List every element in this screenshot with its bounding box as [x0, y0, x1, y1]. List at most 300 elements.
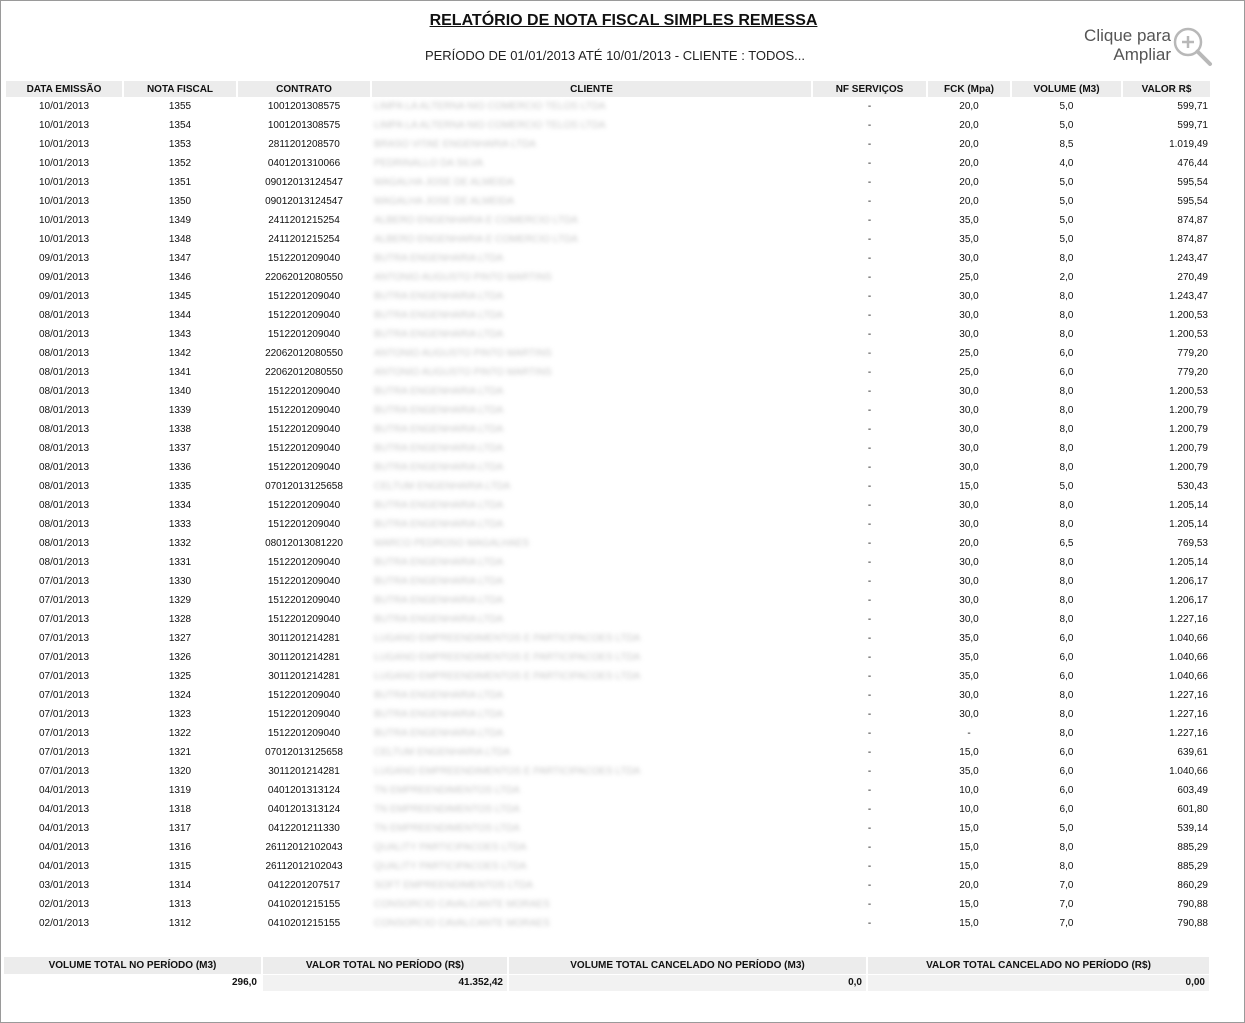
- cell-cliente: [372, 610, 811, 629]
- cell-data-emissao: 07/01/2013: [38, 595, 90, 606]
- table-row: [6, 496, 1210, 515]
- cell-contrato: 07012013125658: [265, 747, 343, 758]
- cell-contrato: 0410201215155: [267, 899, 341, 910]
- client-name-redacted: PEDRINALLO DA SILVA: [374, 158, 484, 169]
- cell-volume: 8,0: [1059, 690, 1074, 701]
- table-row: [6, 458, 1210, 477]
- cell-valor: 1.019,49: [1169, 139, 1208, 150]
- cell-cliente: [372, 192, 811, 211]
- cell-volume: 6,0: [1059, 348, 1074, 359]
- cell-contrato: 09012013124547: [265, 196, 343, 207]
- cell-valor: 1.040,66: [1169, 671, 1208, 682]
- cell-data-emissao: 08/01/2013: [38, 405, 90, 416]
- cell-contrato: 0412201211330: [268, 823, 340, 834]
- client-name-redacted: LUGANO EMPREENDIMENTOS E PARTICIPACOES LTDA: [374, 671, 641, 682]
- cell-nf-servicos: -: [867, 652, 872, 663]
- cell-valor: 1.206,17: [1169, 595, 1208, 606]
- cell-data-emissao: 08/01/2013: [38, 462, 90, 473]
- cell-valor: 1.243,47: [1169, 253, 1208, 264]
- client-name-redacted: CONSORCIO CAVALCANTE MORAES: [374, 899, 550, 910]
- table-row: [6, 686, 1210, 705]
- cell-nota-fiscal: 1332: [168, 538, 192, 549]
- cell-nf-servicos: -: [867, 576, 872, 587]
- cell-fck: 20,0: [959, 120, 979, 131]
- cell-contrato: 0401201310066: [267, 158, 341, 169]
- cell-fck: 20,0: [959, 101, 979, 112]
- report-title: RELATÓRIO DE NOTA FISCAL SIMPLES REMESSA: [429, 12, 818, 29]
- cell-cliente: [372, 268, 811, 287]
- cell-contrato: 22062012080550: [265, 367, 343, 378]
- cell-valor: 1.205,14: [1169, 500, 1208, 511]
- cell-nf-servicos: -: [867, 880, 872, 891]
- cell-cliente: [372, 401, 811, 420]
- cell-valor: 601,80: [1177, 804, 1208, 815]
- client-name-redacted: QUALITY PARTICIPACOES LTDA: [374, 861, 527, 872]
- client-name-redacted: CELTUM ENGENHARIA LTDA: [374, 747, 511, 758]
- cell-nota-fiscal: 1324: [168, 690, 192, 701]
- cell-volume: 6,0: [1059, 766, 1074, 777]
- cell-nota-fiscal: 1348: [168, 234, 192, 245]
- cell-contrato: 1512201209040: [267, 424, 341, 435]
- cell-fck: 15,0: [959, 823, 979, 834]
- table-row: [6, 401, 1210, 420]
- cell-volume: 8,0: [1059, 861, 1074, 872]
- table-row: [6, 857, 1210, 876]
- cell-cliente: [372, 439, 811, 458]
- cell-nf-servicos: -: [867, 120, 872, 131]
- cell-cliente: [372, 116, 811, 135]
- cell-volume: 5,0: [1059, 177, 1074, 188]
- client-name-redacted: ALBERO ENGENHARIA E COMERCIO LTDA: [374, 234, 578, 245]
- cell-nota-fiscal: 1341: [168, 367, 192, 378]
- table-row: [6, 306, 1210, 325]
- cell-volume: 6,0: [1059, 633, 1074, 644]
- cell-data-emissao: 08/01/2013: [38, 424, 90, 435]
- col-header-nf-servicos: NF SERVIÇOS: [813, 81, 926, 97]
- cell-fck: 15,0: [959, 747, 979, 758]
- cell-valor: 790,88: [1177, 918, 1208, 929]
- cell-nota-fiscal: 1314: [168, 880, 192, 891]
- cell-volume: 5,0: [1059, 101, 1074, 112]
- cell-fck: 35,0: [959, 234, 979, 245]
- client-name-redacted: BUTRA ENGENHARIA LTDA: [374, 329, 504, 340]
- cell-nota-fiscal: 1344: [168, 310, 192, 321]
- cell-nf-servicos: -: [867, 462, 872, 473]
- client-name-redacted: LUGANO EMPREENDIMENTOS E PARTICIPACOES LTDA: [374, 766, 641, 777]
- cell-data-emissao: 09/01/2013: [38, 253, 90, 264]
- cell-nf-servicos: -: [867, 918, 872, 929]
- cell-contrato: 09012013124547: [265, 177, 343, 188]
- cell-data-emissao: 07/01/2013: [38, 576, 90, 587]
- cell-nf-servicos: -: [867, 861, 872, 872]
- cell-cliente: [372, 135, 811, 154]
- client-name-redacted: TN EMPREENDIMENTOS LTDA: [374, 823, 520, 834]
- cell-contrato: 2411201215254: [268, 234, 340, 245]
- cell-data-emissao: 04/01/2013: [38, 823, 90, 834]
- cell-valor: 885,29: [1177, 842, 1208, 853]
- table-row: [6, 192, 1210, 211]
- table-row: [6, 344, 1210, 363]
- cell-nf-servicos: -: [867, 196, 872, 207]
- cell-valor: 1.040,66: [1169, 766, 1208, 777]
- cell-nf-servicos: -: [867, 500, 872, 511]
- cell-volume: 6,0: [1059, 671, 1074, 682]
- cell-data-emissao: 08/01/2013: [38, 348, 90, 359]
- cell-contrato: 1512201209040: [267, 405, 341, 416]
- cell-nota-fiscal: 1327: [168, 633, 192, 644]
- cell-nota-fiscal: 1322: [168, 728, 192, 739]
- cell-fck: 30,0: [959, 614, 979, 625]
- cell-nota-fiscal: 1355: [168, 101, 192, 112]
- table-row: [6, 211, 1210, 230]
- cell-volume: 8,0: [1059, 291, 1074, 302]
- cell-fck: 35,0: [959, 215, 979, 226]
- cell-fck: -: [967, 728, 971, 739]
- cell-cliente: [372, 762, 811, 781]
- cell-volume: 7,0: [1059, 880, 1074, 891]
- cell-valor: 1.200,79: [1169, 405, 1208, 416]
- cell-data-emissao: 02/01/2013: [38, 918, 90, 929]
- cell-contrato: 1512201209040: [267, 614, 341, 625]
- cell-contrato: 1512201209040: [267, 576, 341, 587]
- cell-valor: 1.200,79: [1169, 424, 1208, 435]
- table-row: [6, 705, 1210, 724]
- cell-cliente: [372, 572, 811, 591]
- cell-volume: 6,0: [1059, 652, 1074, 663]
- cell-volume: 8,0: [1059, 728, 1074, 739]
- cell-nota-fiscal: 1329: [168, 595, 192, 606]
- cell-valor: 1.243,47: [1169, 291, 1208, 302]
- cell-contrato: 3011201214281: [268, 766, 340, 777]
- cell-volume: 5,0: [1059, 120, 1074, 131]
- cell-data-emissao: 08/01/2013: [38, 329, 90, 340]
- cell-data-emissao: 07/01/2013: [38, 614, 90, 625]
- table-row: [6, 743, 1210, 762]
- cell-fck: 30,0: [959, 405, 979, 416]
- cell-cliente: [372, 743, 811, 762]
- zoom-button[interactable]: [1061, 23, 1221, 67]
- cell-contrato: 22062012080550: [265, 348, 343, 359]
- cell-nota-fiscal: 1354: [168, 120, 192, 131]
- col-header-data-emissao: DATA EMISSÃO: [6, 81, 122, 97]
- client-name-redacted: ALBERO ENGENHARIA E COMERCIO LTDA: [374, 215, 578, 226]
- table-row: [6, 420, 1210, 439]
- cell-nota-fiscal: 1313: [168, 899, 192, 910]
- cell-data-emissao: 03/01/2013: [38, 880, 90, 891]
- client-name-redacted: BUTRA ENGENHARIA LTDA: [374, 386, 504, 397]
- col-header-fck: FCK (Mpa): [928, 81, 1010, 97]
- zoom-in-icon: [1171, 25, 1215, 69]
- cell-nf-servicos: -: [867, 823, 872, 834]
- cell-contrato: 26112012102043: [265, 842, 343, 853]
- cell-volume: 8,0: [1059, 709, 1074, 720]
- cell-nota-fiscal: 1351: [168, 177, 192, 188]
- cell-nf-servicos: -: [867, 633, 872, 644]
- cell-contrato: 0401201313124: [267, 785, 341, 796]
- client-name-redacted: LUGANO EMPREENDIMENTOS E PARTICIPACOES LTDA: [374, 633, 641, 644]
- cell-fck: 30,0: [959, 595, 979, 606]
- cell-contrato: 1512201209040: [267, 386, 341, 397]
- table-row: [6, 895, 1210, 914]
- cell-contrato: 1001201308575: [267, 101, 341, 112]
- cell-volume: 5,0: [1059, 481, 1074, 492]
- cell-cliente: [372, 914, 811, 933]
- cell-fck: 35,0: [959, 671, 979, 682]
- cell-nf-servicos: -: [867, 253, 872, 264]
- cell-nf-servicos: -: [867, 481, 872, 492]
- cell-cliente: [372, 857, 811, 876]
- cell-data-emissao: 10/01/2013: [38, 101, 90, 112]
- table-row: [6, 230, 1210, 249]
- cell-volume: 8,0: [1059, 405, 1074, 416]
- cell-data-emissao: 07/01/2013: [38, 728, 90, 739]
- cell-cliente: [372, 496, 811, 515]
- cell-cliente: [372, 686, 811, 705]
- client-name-redacted: BUTRA ENGENHARIA LTDA: [374, 424, 504, 435]
- cell-cliente: [372, 648, 811, 667]
- cell-valor: 1.205,14: [1169, 519, 1208, 530]
- client-name-redacted: BUTRA ENGENHARIA LTDA: [374, 443, 504, 454]
- cell-valor: 860,29: [1177, 880, 1208, 891]
- cell-nota-fiscal: 1347: [168, 253, 192, 264]
- invoice-table: [4, 81, 1212, 933]
- cell-nota-fiscal: 1321: [168, 747, 192, 758]
- cell-nf-servicos: -: [867, 728, 872, 739]
- cell-nota-fiscal: 1335: [168, 481, 192, 492]
- table-row: [6, 648, 1210, 667]
- cell-nf-servicos: -: [867, 842, 872, 853]
- col-header-cliente: CLIENTE: [372, 81, 811, 97]
- cell-fck: 15,0: [959, 899, 979, 910]
- cell-data-emissao: 02/01/2013: [38, 899, 90, 910]
- cell-contrato: 26112012102043: [265, 861, 343, 872]
- cell-cliente: [372, 705, 811, 724]
- cell-nota-fiscal: 1350: [168, 196, 192, 207]
- cell-contrato: 3011201214281: [268, 652, 340, 663]
- table-row: [6, 610, 1210, 629]
- cell-contrato: 3011201214281: [268, 671, 340, 682]
- cell-cliente: [372, 876, 811, 895]
- cell-valor: 603,49: [1177, 785, 1208, 796]
- cell-data-emissao: 10/01/2013: [38, 196, 90, 207]
- cell-contrato: 3011201214281: [268, 633, 340, 644]
- client-name-redacted: QUALITY PARTICIPACOES LTDA: [374, 842, 527, 853]
- cell-valor: 874,87: [1177, 234, 1208, 245]
- zoom-label-line1: Clique para: [1084, 26, 1171, 45]
- cell-nota-fiscal: 1352: [168, 158, 192, 169]
- cell-fck: 30,0: [959, 576, 979, 587]
- cell-volume: 7,0: [1059, 918, 1074, 929]
- cell-volume: 6,0: [1059, 804, 1074, 815]
- cell-nf-servicos: -: [867, 405, 872, 416]
- cell-cliente: [372, 382, 811, 401]
- client-name-redacted: ANTONIO AUGUSTO PINTO MARTINS: [374, 272, 552, 283]
- cell-valor: 1.040,66: [1169, 652, 1208, 663]
- table-row: [6, 135, 1210, 154]
- col-header-valor: VALOR R$: [1123, 81, 1210, 97]
- cell-fck: 30,0: [959, 500, 979, 511]
- total-valor-cancelado-label: VALOR TOTAL CANCELADO NO PERÍODO (R$): [868, 957, 1209, 974]
- report-period: PERÍODO DE 01/01/2013 ATÉ 10/01/2013 - CLIENTE : TODOS...: [424, 48, 806, 63]
- table-row: [6, 553, 1210, 572]
- cell-fck: 10,0: [959, 785, 979, 796]
- table-row: [6, 572, 1210, 591]
- cell-volume: 5,0: [1059, 823, 1074, 834]
- cell-valor: 1.200,53: [1169, 386, 1208, 397]
- cell-cliente: [372, 325, 811, 344]
- cell-volume: 6,5: [1059, 538, 1074, 549]
- client-name-redacted: ANTONIO AUGUSTO PINTO MARTINS: [374, 348, 552, 359]
- cell-nota-fiscal: 1316: [168, 842, 192, 853]
- cell-nota-fiscal: 1331: [168, 557, 192, 568]
- cell-nf-servicos: -: [867, 785, 872, 796]
- cell-contrato: 1512201209040: [267, 253, 341, 264]
- cell-contrato: 1512201209040: [267, 519, 341, 530]
- cell-data-emissao: 07/01/2013: [38, 709, 90, 720]
- cell-cliente: [372, 97, 811, 116]
- cell-cliente: [372, 477, 811, 496]
- cell-valor: 270,49: [1177, 272, 1208, 283]
- cell-valor: 595,54: [1177, 177, 1208, 188]
- table-row: [6, 515, 1210, 534]
- cell-data-emissao: 04/01/2013: [38, 785, 90, 796]
- client-name-redacted: BUTRA ENGENHARIA LTDA: [374, 576, 504, 587]
- cell-data-emissao: 08/01/2013: [38, 538, 90, 549]
- table-row: [6, 268, 1210, 287]
- table-row: [6, 173, 1210, 192]
- cell-cliente: [372, 515, 811, 534]
- cell-nota-fiscal: 1330: [168, 576, 192, 587]
- cell-volume: 5,0: [1059, 234, 1074, 245]
- table-row: [6, 325, 1210, 344]
- cell-nota-fiscal: 1315: [168, 861, 192, 872]
- cell-contrato: 1512201209040: [267, 462, 341, 473]
- cell-nota-fiscal: 1334: [168, 500, 192, 511]
- cell-contrato: 1512201209040: [267, 709, 341, 720]
- cell-fck: 15,0: [959, 481, 979, 492]
- cell-nota-fiscal: 1320: [168, 766, 192, 777]
- cell-nota-fiscal: 1328: [168, 614, 192, 625]
- cell-valor: 1.200,53: [1169, 310, 1208, 321]
- cell-cliente: [372, 534, 811, 553]
- client-name-redacted: LIMPA LA ALTERNA NIO COMERCIO TELOS LTDA: [374, 101, 606, 112]
- cell-cliente: [372, 420, 811, 439]
- table-row: [6, 439, 1210, 458]
- cell-cliente: [372, 724, 811, 743]
- client-name-redacted: BUTRA ENGENHARIA LTDA: [374, 709, 504, 720]
- cell-cliente: [372, 895, 811, 914]
- cell-nf-servicos: -: [867, 177, 872, 188]
- cell-nf-servicos: -: [867, 424, 872, 435]
- total-volume-value: 296,0: [4, 975, 261, 991]
- cell-cliente: [372, 154, 811, 173]
- cell-fck: 10,0: [959, 804, 979, 815]
- cell-data-emissao: 07/01/2013: [38, 747, 90, 758]
- client-name-redacted: BUTRA ENGENHARIA LTDA: [374, 728, 504, 739]
- cell-data-emissao: 10/01/2013: [38, 158, 90, 169]
- cell-contrato: 0401201313124: [267, 804, 341, 815]
- table-row: [6, 116, 1210, 135]
- client-name-redacted: LIMPA LA ALTERNA NIO COMERCIO TELOS LTDA: [374, 120, 606, 131]
- zoom-label: [1061, 26, 1171, 64]
- cell-volume: 8,0: [1059, 386, 1074, 397]
- cell-nota-fiscal: 1323: [168, 709, 192, 720]
- cell-nota-fiscal: 1318: [168, 804, 192, 815]
- cell-nf-servicos: -: [867, 899, 872, 910]
- client-name-redacted: SOFT EMPREENDIMENTOS LTDA: [374, 880, 533, 891]
- cell-nf-servicos: -: [867, 234, 872, 245]
- cell-data-emissao: 04/01/2013: [38, 861, 90, 872]
- cell-data-emissao: 10/01/2013: [38, 177, 90, 188]
- table-row: [6, 591, 1210, 610]
- client-name-redacted: BUTRA ENGENHARIA LTDA: [374, 291, 504, 302]
- cell-volume: 2,0: [1059, 272, 1074, 283]
- table-row: [6, 800, 1210, 819]
- cell-volume: 4,0: [1059, 158, 1074, 169]
- table-row: [6, 914, 1210, 933]
- cell-nota-fiscal: 1342: [168, 348, 192, 359]
- cell-volume: 8,0: [1059, 443, 1074, 454]
- cell-fck: 35,0: [959, 766, 979, 777]
- total-volume-label: VOLUME TOTAL NO PERÍODO (M3): [4, 957, 261, 974]
- cell-nf-servicos: -: [867, 614, 872, 625]
- cell-cliente: [372, 838, 811, 857]
- cell-fck: 20,0: [959, 139, 979, 150]
- cell-fck: 15,0: [959, 918, 979, 929]
- client-name-redacted: CELTUM ENGENHARIA LTDA: [374, 481, 511, 492]
- cell-fck: 20,0: [959, 177, 979, 188]
- cell-valor: 1.206,17: [1169, 576, 1208, 587]
- zoom-label-line2: Ampliar: [1113, 45, 1171, 64]
- table-row: [6, 249, 1210, 268]
- cell-volume: 8,0: [1059, 576, 1074, 587]
- total-valor-label: VALOR TOTAL NO PERÍODO (R$): [263, 957, 507, 974]
- table-row: [6, 762, 1210, 781]
- cell-valor: 790,88: [1177, 899, 1208, 910]
- cell-nf-servicos: -: [867, 671, 872, 682]
- cell-contrato: 1512201209040: [267, 310, 341, 321]
- cell-cliente: [372, 458, 811, 477]
- client-name-redacted: BUTRA ENGENHARIA LTDA: [374, 310, 504, 321]
- total-valor-value: 41.352,42: [263, 975, 507, 991]
- cell-fck: 30,0: [959, 462, 979, 473]
- client-name-redacted: BUTRA ENGENHARIA LTDA: [374, 405, 504, 416]
- cell-nf-servicos: -: [867, 443, 872, 454]
- cell-valor: 530,43: [1177, 481, 1208, 492]
- cell-volume: 8,0: [1059, 253, 1074, 264]
- cell-nota-fiscal: 1353: [168, 139, 192, 150]
- cell-contrato: 1512201209040: [267, 500, 341, 511]
- client-name-redacted: ANTONIO AUGUSTO PINTO MARTINS: [374, 367, 552, 378]
- cell-volume: 8,5: [1059, 139, 1074, 150]
- cell-valor: 476,44: [1177, 158, 1208, 169]
- cell-volume: 8,0: [1059, 424, 1074, 435]
- cell-valor: 1.205,14: [1169, 557, 1208, 568]
- cell-contrato: 1001201308575: [267, 120, 341, 131]
- table-row: [6, 629, 1210, 648]
- table-row: [6, 838, 1210, 857]
- col-header-contrato: CONTRATO: [238, 81, 370, 97]
- table-row: [6, 287, 1210, 306]
- cell-cliente: [372, 211, 811, 230]
- table-header-row: [6, 81, 1210, 97]
- cell-fck: 25,0: [959, 272, 979, 283]
- cell-nf-servicos: -: [867, 101, 872, 112]
- cell-fck: 20,0: [959, 158, 979, 169]
- client-name-redacted: BUTRA ENGENHARIA LTDA: [374, 253, 504, 264]
- cell-data-emissao: 08/01/2013: [38, 443, 90, 454]
- cell-data-emissao: 04/01/2013: [38, 804, 90, 815]
